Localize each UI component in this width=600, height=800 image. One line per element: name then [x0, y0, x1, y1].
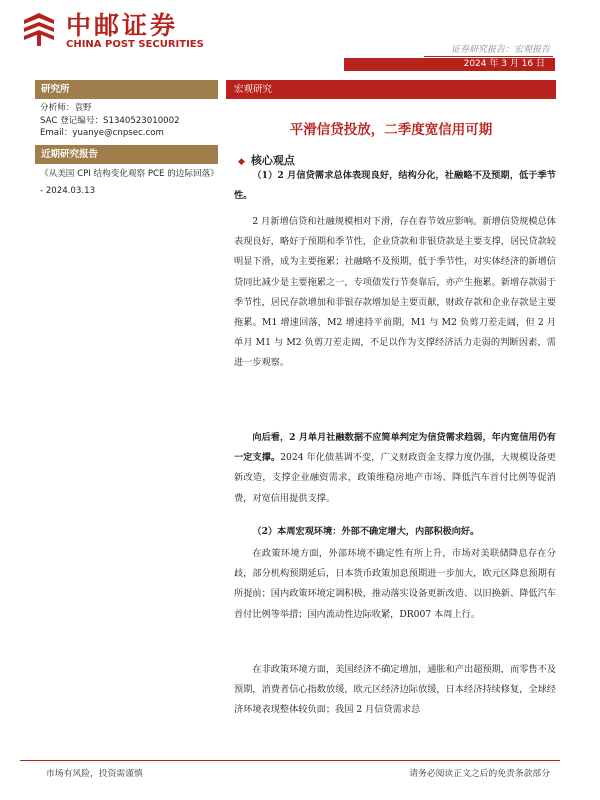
brand-name-en: CHINA POST SECURITIES — [66, 39, 204, 50]
brand-name-cn: 中邮证券 — [66, 11, 179, 40]
section-label: 宏观研究 — [226, 80, 556, 99]
paragraph-3-rest: 2024 年化债基调不变，广义财政资金支撑力度仍强，大规模设备更新改造，支撑企业融资需求，政策维稳房地产市场、降低汽车首付比例等促消费，对宽信用提供支撑。 — [234, 452, 556, 504]
analyst-info — [40, 102, 218, 140]
paragraph-5: 在政策环境方面，外部环境不确定性有所上升，市场对美联储降息存在分歧，部分机构预期延后，日本货币政策加息预期进一步加大，欧元区降息预期有所提前；国内政策环境定调积极，推动落实设备更新改造、以旧换新、降低汽车首付比例等举措；国内流动性边际收紧，DR007 本周上行。 — [234, 548, 556, 620]
paragraph-3-lead: 向后看，2 月单月社融数据不应简单判定为信贷需求趋弱，年内宽信用仍有一定支撑。 — [234, 432, 556, 464]
footer-divider — [20, 760, 560, 761]
header-divider — [424, 56, 553, 57]
company-logo — [20, 6, 220, 54]
paragraph-1: （1）2 月信贷需求总体表现良好，结构分化，社融略不及预期，低于季节性。 — [234, 170, 556, 202]
report-date: 2024 年 3 月 16 日 — [344, 58, 555, 71]
sac-number: SAC 登记编号：S1340523010002 — [40, 115, 180, 126]
core-heading-text: 核心观点 — [250, 154, 295, 167]
diamond-bullet-icon: ◆ — [238, 157, 245, 167]
recent-report-link[interactable]: 《从美国 CPI 结构变化观察 PCE 的边际回落》 - 2024.03.13 — [40, 169, 219, 196]
report-title: 平滑信贷投放，二季度宽信用可期 — [289, 122, 493, 138]
researcher-header: 研究所 — [35, 80, 218, 99]
disclaimer-note: 请务必阅读正文之后的免责条款部分 — [409, 769, 550, 779]
risk-warning: 市场有风险，投资需谨慎 — [46, 769, 143, 779]
recent-reports-header: 近期研究报告 — [35, 145, 218, 164]
analyst-email[interactable]: Email：yuanye@cnpsec.com — [40, 128, 164, 138]
china-post-logo-icon — [20, 10, 58, 48]
paragraph-6: 在非政策环境方面，美国经济不确定增加，通胀和产出超预期，而零售不及预期，消费者信心指数放缓，欧元区经济边际放缓，日本经济持续修复，全球经济环境表现整体较负面；我国 2 月信贷需求总 — [234, 664, 556, 716]
paragraph-3 — [234, 428, 556, 509]
paragraph-4: （2）本周宏观环境：外部不确定增大，内部积极向好。 — [252, 526, 480, 537]
report-type: 证券研究报告：宏观报告 — [450, 45, 550, 55]
paragraph-2: 2 月新增信贷和社融规模相对下滑，存在春节效应影响。新增信贷规模总体表现良好，略好于预期和季节性，企业贷款和非银贷款是主要支撑，居民贷款较明显下滑，成为主要拖累；社融略不及预期，低于季节性，对实体经济的新增信贷同比减少是主要拖累之一，专项债发行节奏靠后，亦产生拖累。新增存款弱于季节性，居民存款增加和非银存款增加是主要贡献，财政存款和企业存款是主要拖累。M1 增速回落，M2 增速持平前期，M1 与 M2 负剪刀差走阔，但 2 月单月 M1 与 M2 负剪刀差走阔，不足以作为支撑经济活力走弱的判断因素，需进一步观察。 — [234, 216, 556, 369]
analyst-name: 分析师：袁野 — [40, 103, 92, 113]
